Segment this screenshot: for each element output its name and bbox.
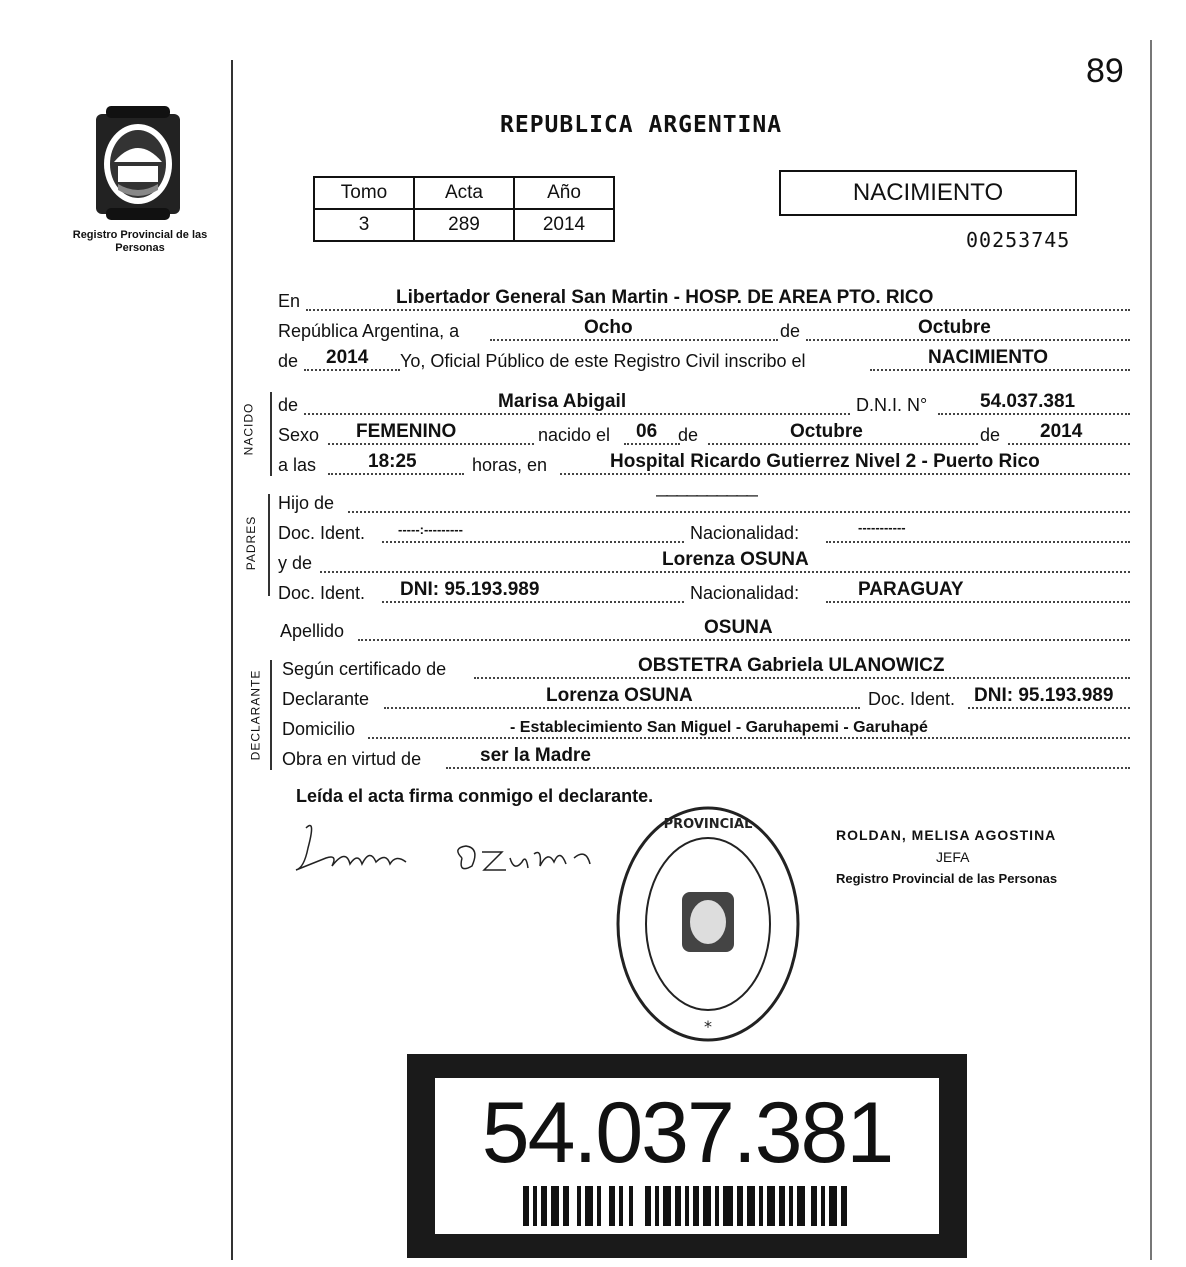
- declarante-signature: [286, 818, 626, 888]
- padres-section-label: PADRES: [244, 515, 259, 571]
- right-edge-line: [1150, 40, 1152, 1260]
- nacido-de-label: de: [278, 395, 299, 415]
- father-name: ——————————: [656, 488, 756, 502]
- mother-doc-label: Doc. Ident.: [278, 583, 366, 603]
- acta-value: 289: [414, 209, 514, 241]
- de-label: de: [780, 321, 801, 341]
- registry-seal-stamp: [608, 800, 808, 1050]
- certificado-label: Según certificado de: [282, 659, 447, 679]
- de-label-2: de: [278, 351, 299, 371]
- republica-label: República Argentina, a: [278, 321, 460, 341]
- apellido-value: OSUNA: [704, 617, 773, 638]
- month: Octubre: [918, 317, 991, 338]
- father-doc-label: Doc. Ident.: [278, 523, 366, 543]
- hijo-de-label: Hijo de: [278, 493, 335, 513]
- tomo-value: 3: [314, 209, 414, 241]
- record-type: NACIMIENTO: [779, 170, 1077, 216]
- birth-year: 2014: [1040, 421, 1083, 442]
- anio-value: 2014: [514, 209, 614, 241]
- official-signature-block: [836, 824, 1057, 890]
- obra-value: ser la Madre: [480, 745, 591, 766]
- provincial-crest-logo: [88, 104, 188, 224]
- father-nat-label: Nacionalidad:: [690, 523, 800, 543]
- horas-en-label: horas, en: [472, 455, 548, 475]
- mother-nat-label: Nacionalidad:: [690, 583, 800, 603]
- apellido-label: Apellido: [280, 621, 345, 641]
- padres-bracket: [268, 494, 270, 596]
- sexo-value: FEMENINO: [356, 421, 457, 442]
- certificado-value: OBSTETRA Gabriela ULANOWICZ: [638, 655, 945, 676]
- acta-header: Acta: [414, 177, 514, 209]
- declarante-label: Declarante: [282, 689, 370, 709]
- year: 2014: [326, 347, 369, 368]
- line-hijo-de: [278, 486, 1130, 516]
- registry-name: Registro Provincial de las Personas: [72, 229, 208, 254]
- id-barcode-sticker: [407, 1054, 967, 1258]
- inscribo-text: Yo, Oficial Público de este Registro Civil inscribo el: [400, 351, 806, 371]
- declarante-doc: DNI: 95.193.989: [974, 685, 1114, 706]
- nacido-el-label: nacido el: [538, 425, 611, 445]
- obra-label: Obra en virtud de: [282, 749, 422, 769]
- official-org: Registro Provincial de las Personas: [836, 871, 1058, 886]
- mother-nat: PARAGUAY: [858, 579, 964, 600]
- nacido-section-label: NACIDO: [241, 402, 256, 456]
- svg-text:PROVINCIAL: PROVINCIAL: [663, 817, 753, 832]
- domicilio-value: - Establecimiento San Miguel - Garuhapemi - Garuhapé: [510, 719, 928, 736]
- birth-month: Octubre: [790, 421, 863, 442]
- official-name: ROLDAN, MELISA AGOSTINA: [836, 827, 1057, 843]
- nacido-name: Marisa Abigail: [498, 391, 627, 412]
- y-de-label: y de: [278, 553, 313, 573]
- line-obra: [278, 742, 1130, 772]
- dni-value: 54.037.381: [980, 391, 1076, 412]
- page-number: 89: [1086, 52, 1124, 90]
- line-domicilio: [278, 712, 1130, 742]
- line-hora: [278, 448, 1130, 478]
- birth-de-label-2: de: [980, 425, 1001, 445]
- birth-time: 18:25: [368, 451, 417, 472]
- line-declarante: [278, 682, 1130, 712]
- domicilio-label: Domicilio: [282, 719, 356, 739]
- closing-text: Leída el acta firma conmigo el declarante.: [296, 786, 654, 806]
- margin-line: [231, 60, 233, 1260]
- record-reference-table: [313, 176, 615, 242]
- line-father-doc: [278, 516, 1130, 546]
- birth-day: 06: [636, 421, 658, 442]
- day-words: Ocho: [584, 317, 633, 338]
- declarante-section-label: DECLARANTE: [248, 669, 263, 761]
- sexo-label: Sexo: [278, 425, 320, 445]
- svg-text:*: *: [704, 1017, 712, 1036]
- dni-label: D.N.I. N°: [856, 395, 928, 415]
- father-doc: -----:---------: [398, 522, 463, 537]
- line-y-de: [278, 546, 1130, 576]
- line-year: [278, 344, 1130, 374]
- line-republica: [278, 314, 1130, 344]
- nacido-bracket: [270, 392, 272, 476]
- barcode-bars: [523, 1186, 853, 1226]
- line-en: [278, 284, 1130, 314]
- en-label: En: [278, 291, 301, 311]
- father-nat: -----------: [858, 520, 906, 535]
- mother-name: Lorenza OSUNA: [662, 549, 809, 570]
- a-las-label: a las: [278, 455, 317, 475]
- serial-number: 00253745: [966, 228, 1071, 252]
- line-sexo: [278, 418, 1130, 448]
- declarante-doc-label: Doc. Ident.: [868, 689, 956, 709]
- inscribo-value: NACIMIENTO: [928, 347, 1048, 368]
- official-role: JEFA: [936, 849, 970, 865]
- line-certificado: [278, 652, 1130, 682]
- en-value: Libertador General San Martin - HOSP. DE AREA PTO. RICO: [396, 287, 934, 308]
- declarante-value: Lorenza OSUNA: [546, 685, 693, 706]
- line-nacido-name: [278, 388, 1130, 418]
- barcode-number: 54.037.381: [481, 1085, 893, 1181]
- tomo-header: Tomo: [314, 177, 414, 209]
- anio-header: Año: [514, 177, 614, 209]
- line-mother-doc: [278, 576, 1130, 606]
- birth-de-label: de: [678, 425, 699, 445]
- line-apellido: [278, 614, 1130, 644]
- declarante-bracket: [270, 660, 272, 770]
- birth-place: Hospital Ricardo Gutierrez Nivel 2 - Puerto Rico: [610, 451, 1040, 472]
- country-title: REPUBLICA ARGENTINA: [500, 112, 783, 138]
- mother-doc: DNI: 95.193.989: [400, 579, 540, 600]
